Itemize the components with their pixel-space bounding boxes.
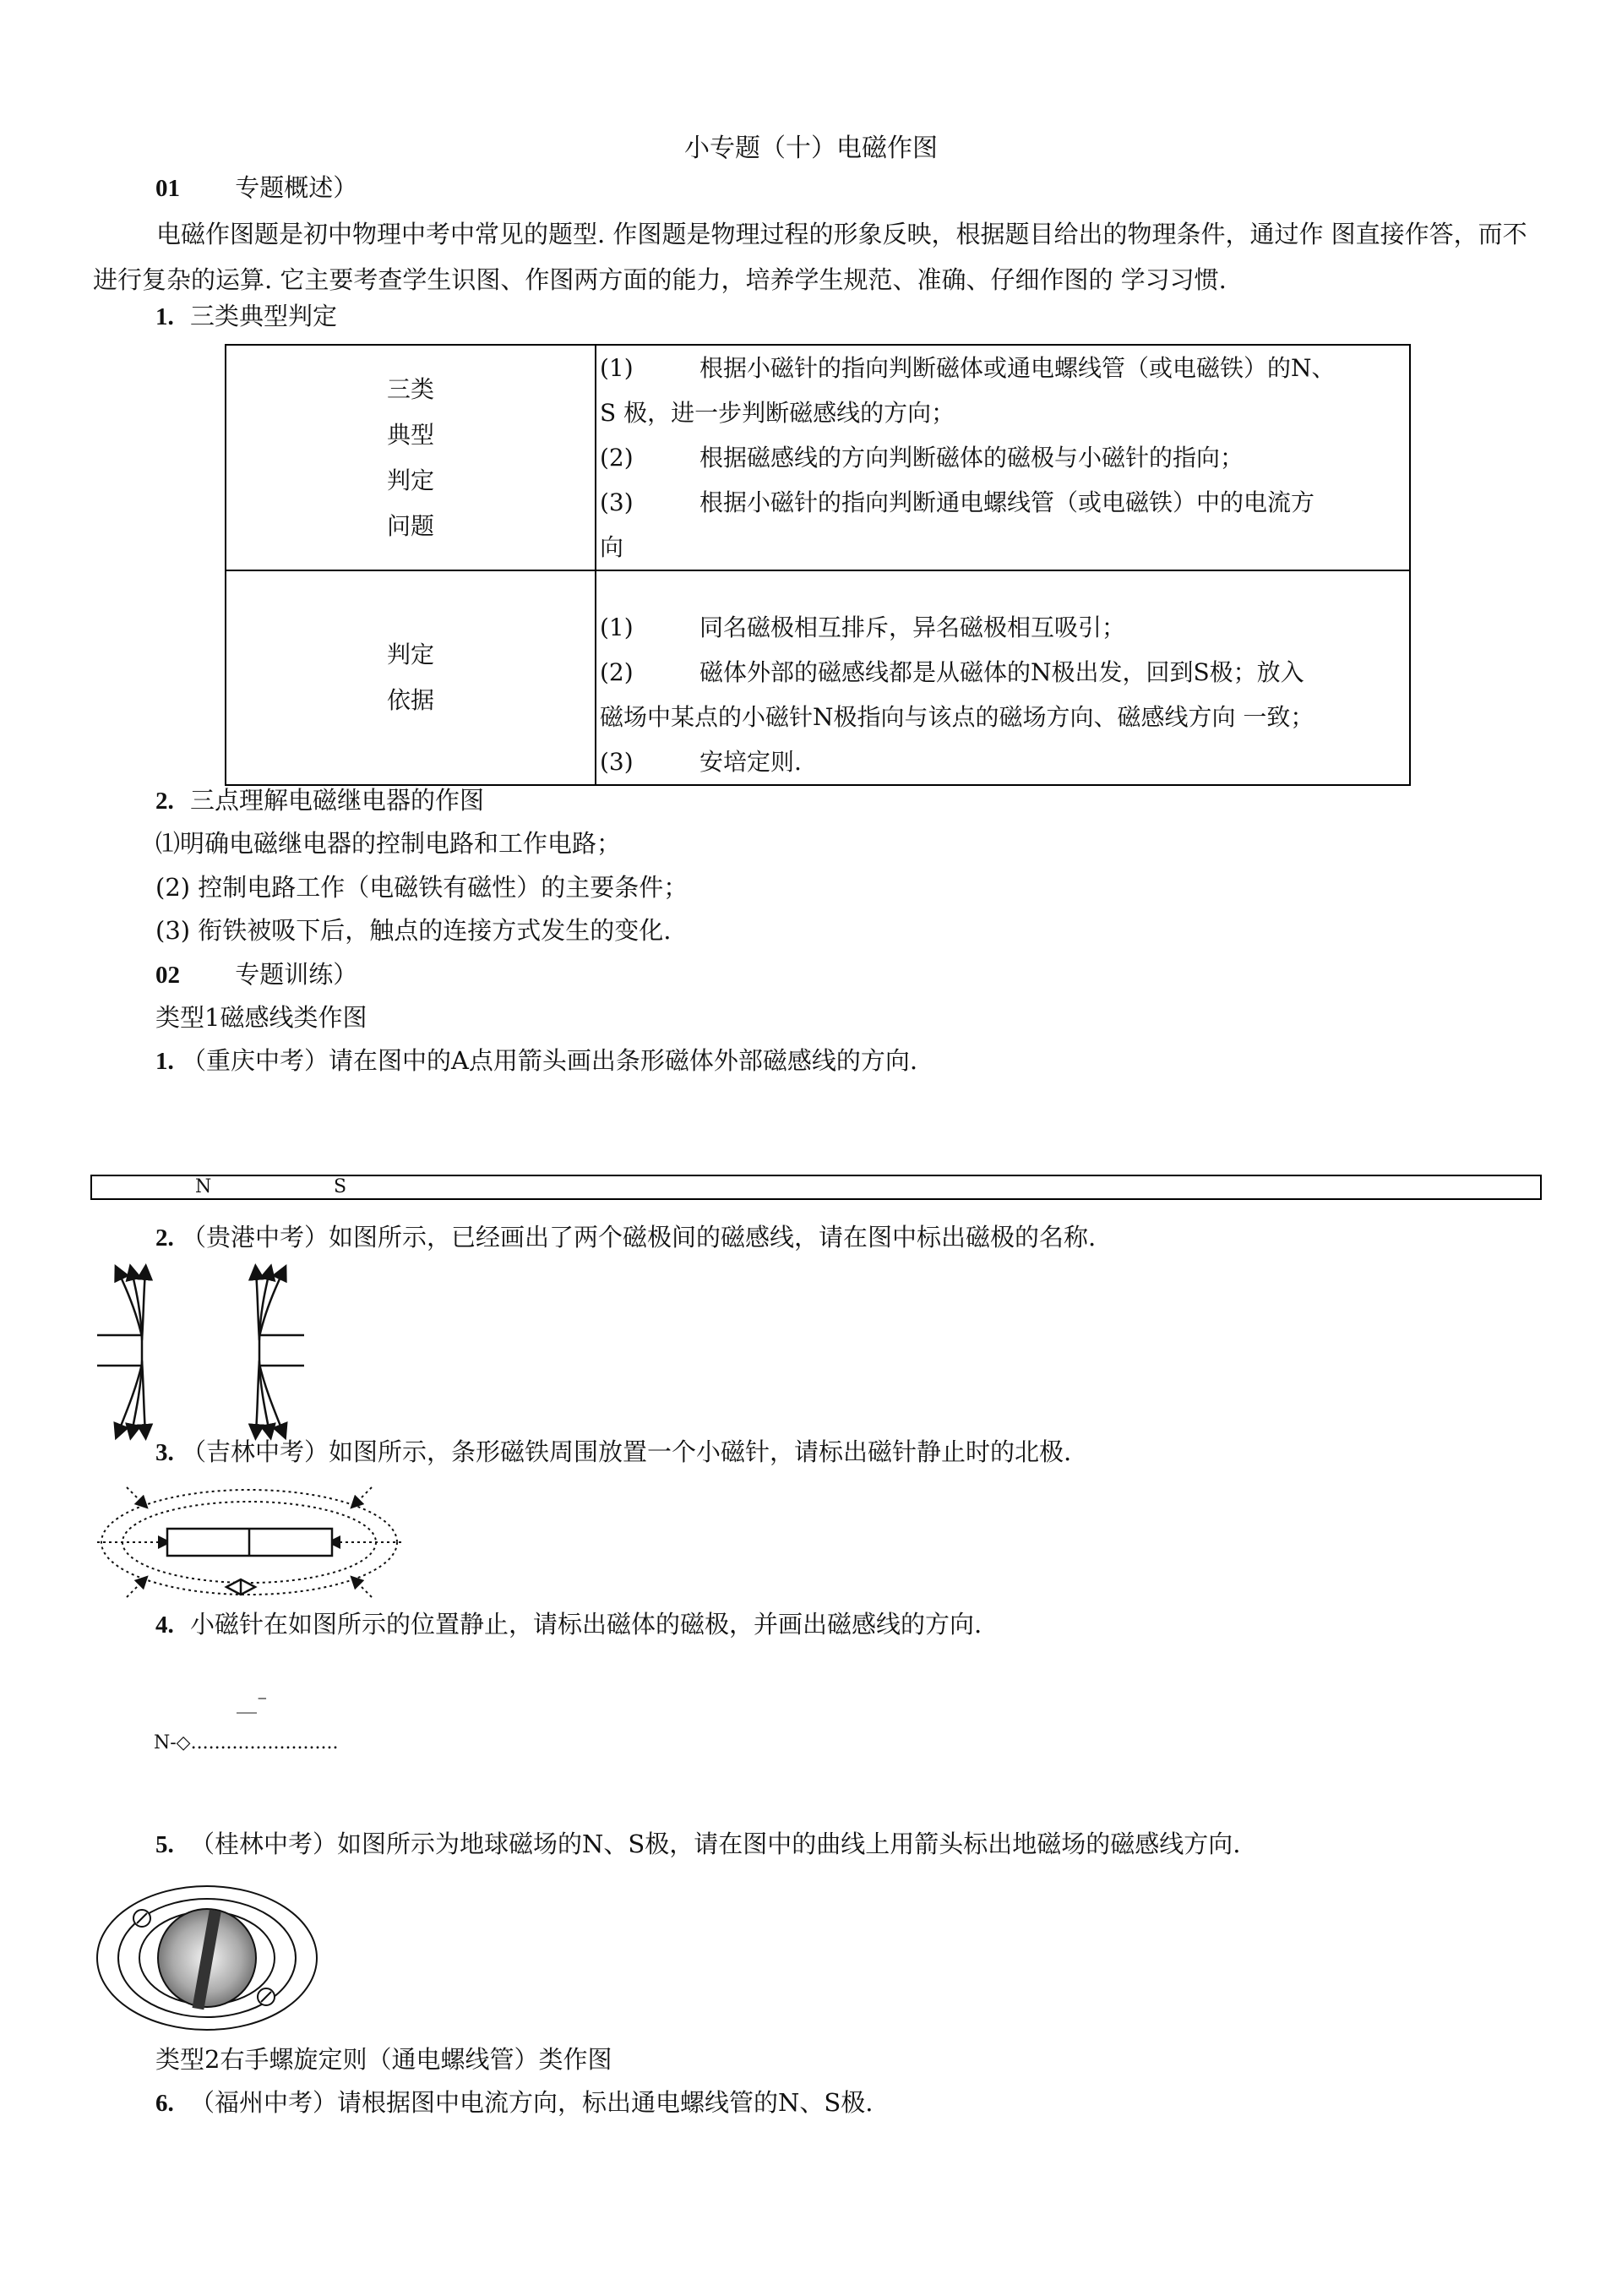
relay-point: (2) 控制电路工作（电磁铁有磁性）的主要条件； xyxy=(155,873,689,902)
needle-mark: __⁻ xyxy=(237,1690,268,1714)
item-text: 根据磁感线的方向判断磁体的磁极与小磁针的指向； xyxy=(699,444,1244,472)
row1-label-line: 判定 xyxy=(386,466,434,494)
table-row-problems xyxy=(226,345,1410,570)
row1-label-line: 典型 xyxy=(386,420,434,449)
question-6 xyxy=(155,2088,873,2118)
question-3-text: （吉林中考）如图所示，条形磁铁周围放置一个小磁针，请标出磁针静止时的北极. xyxy=(181,1437,1072,1466)
row1-item xyxy=(600,480,1409,525)
heading-typical-judgments xyxy=(155,302,337,331)
heading-1-text: 三类典型判定 xyxy=(189,302,337,330)
question-4 xyxy=(155,1610,982,1639)
row2-item-continuation: 磁场中某点的小磁针N极指向与该点的磁场方向、磁感线方向 一致； xyxy=(600,703,1314,731)
item-number: (1) xyxy=(600,354,634,382)
item-number: (1) xyxy=(600,614,634,641)
earth-magnetic-field-figure xyxy=(93,1880,321,2037)
question-6-number: 6. xyxy=(155,2090,174,2117)
question-1-text: （重庆中考）请在图中的A点用箭头画出条形磁体外部磁感线的方向. xyxy=(181,1046,918,1075)
row2-label-line: 依据 xyxy=(386,686,434,714)
row1-content-cell xyxy=(596,345,1410,570)
type2-heading: 类型2右手螺旋定则（通电螺线管）类作图 xyxy=(155,2045,612,2074)
question-5-number: 5. xyxy=(155,1831,174,1858)
question-2-number: 2. xyxy=(155,1224,174,1252)
type1-heading: 类型1磁感线类作图 xyxy=(155,1003,367,1032)
bar-magnet-needle-figure xyxy=(93,1483,406,1601)
section-01-heading xyxy=(155,173,357,203)
item-text: 同名磁极相互排斥，异名磁极相互吸引； xyxy=(699,614,1126,641)
item-text: 磁体外部的磁感线都是从磁体的N极出发，回到S极；放入 xyxy=(699,658,1304,686)
item-text: 安培定则. xyxy=(699,748,802,776)
row2-content-cell xyxy=(596,570,1410,785)
item-number: (3) xyxy=(600,748,634,776)
relay-point: (3) 衔铁被吸下后，触点的连接方式发生的变化. xyxy=(155,916,672,945)
heading-1-number: 1. xyxy=(155,303,174,330)
question-4-text: 小磁针在如图所示的位置静止，请标出磁体的磁极，并画出磁感线的方向. xyxy=(189,1610,982,1639)
row1-item-continuation: 向 xyxy=(600,533,624,561)
section-02-heading xyxy=(155,960,357,990)
row2-label-line: 判定 xyxy=(386,641,434,668)
question-1 xyxy=(155,1046,917,1076)
section-01-number: 01 xyxy=(155,175,180,202)
relay-point: ⑴明确电磁继电器的控制电路和工作电路； xyxy=(155,829,622,858)
question-6-text: （福州中考）请根据图中电流方向，标出通电螺线管的N、S极. xyxy=(189,2088,874,2117)
item-text: 根据小磁针的指向判断通电螺线管（或电磁铁）中的电流方 xyxy=(699,488,1315,516)
row2-item xyxy=(600,739,1409,784)
heading-2-text: 三点理解电磁继电器的作图 xyxy=(189,786,484,815)
table-row-basis xyxy=(226,570,1410,785)
section-01-label: 专题概述） xyxy=(235,173,358,202)
heading-2-number: 2. xyxy=(155,788,174,815)
two-poles-field-figure xyxy=(93,1268,313,1437)
section-02-number: 02 xyxy=(155,962,180,989)
row1-label-cell xyxy=(226,345,596,570)
pole-label-n: N xyxy=(195,1176,212,1197)
item-number: (3) xyxy=(600,488,634,516)
question-2 xyxy=(155,1223,1096,1252)
heading-relay xyxy=(155,786,484,815)
question-2-text: （贵港中考）如图所示，已经画出了两个磁极间的磁感线，请在图中标出磁极的名称. xyxy=(181,1223,1097,1252)
row2-item xyxy=(600,650,1409,695)
question-3 xyxy=(155,1437,1071,1467)
item-number: (2) xyxy=(600,444,634,472)
question-5 xyxy=(155,1830,1240,1859)
row1-item-continuation: S 极，进一步判断磁感线的方向； xyxy=(600,399,955,427)
row1-item xyxy=(600,435,1409,480)
question-1-number: 1. xyxy=(155,1048,174,1075)
question-5-text: （桂林中考）如图所示为地球磁场的N、S极，请在图中的曲线上用箭头标出地磁场的磁感线方向. xyxy=(189,1830,1241,1858)
bar-magnet-figure xyxy=(90,1175,1542,1200)
row1-label-line: 三类 xyxy=(386,374,434,403)
item-number: (2) xyxy=(600,658,634,686)
judgment-table xyxy=(225,344,1411,786)
intro-paragraph: 电磁作图题是初中物理中考中常见的题型. 作图题是物理过程的形象反映，根据题目给出的物理条件，通过作 图直接作答，而不进行复杂的运算. 它主要考查学生识图、作图两方面的能力，培养学生规范、准确、仔细作图的 学习习惯. xyxy=(93,220,1527,294)
row1-label-line: 问题 xyxy=(386,511,434,540)
page-title: 小专题（十）电磁作图 xyxy=(684,134,938,163)
item-text: 根据小磁针的指向判断磁体或通电螺线管（或电磁铁）的N、 xyxy=(699,354,1336,382)
row1-item xyxy=(600,346,1409,390)
pole-label-s: S xyxy=(334,1176,347,1197)
row2-item xyxy=(600,605,1409,650)
question-3-number: 3. xyxy=(155,1439,174,1466)
question-4-number: 4. xyxy=(155,1612,174,1639)
needle-dotted-line: N-◇......................... xyxy=(154,1732,339,1753)
row2-label-cell xyxy=(226,570,596,785)
section-02-label: 专题训练） xyxy=(235,960,358,989)
